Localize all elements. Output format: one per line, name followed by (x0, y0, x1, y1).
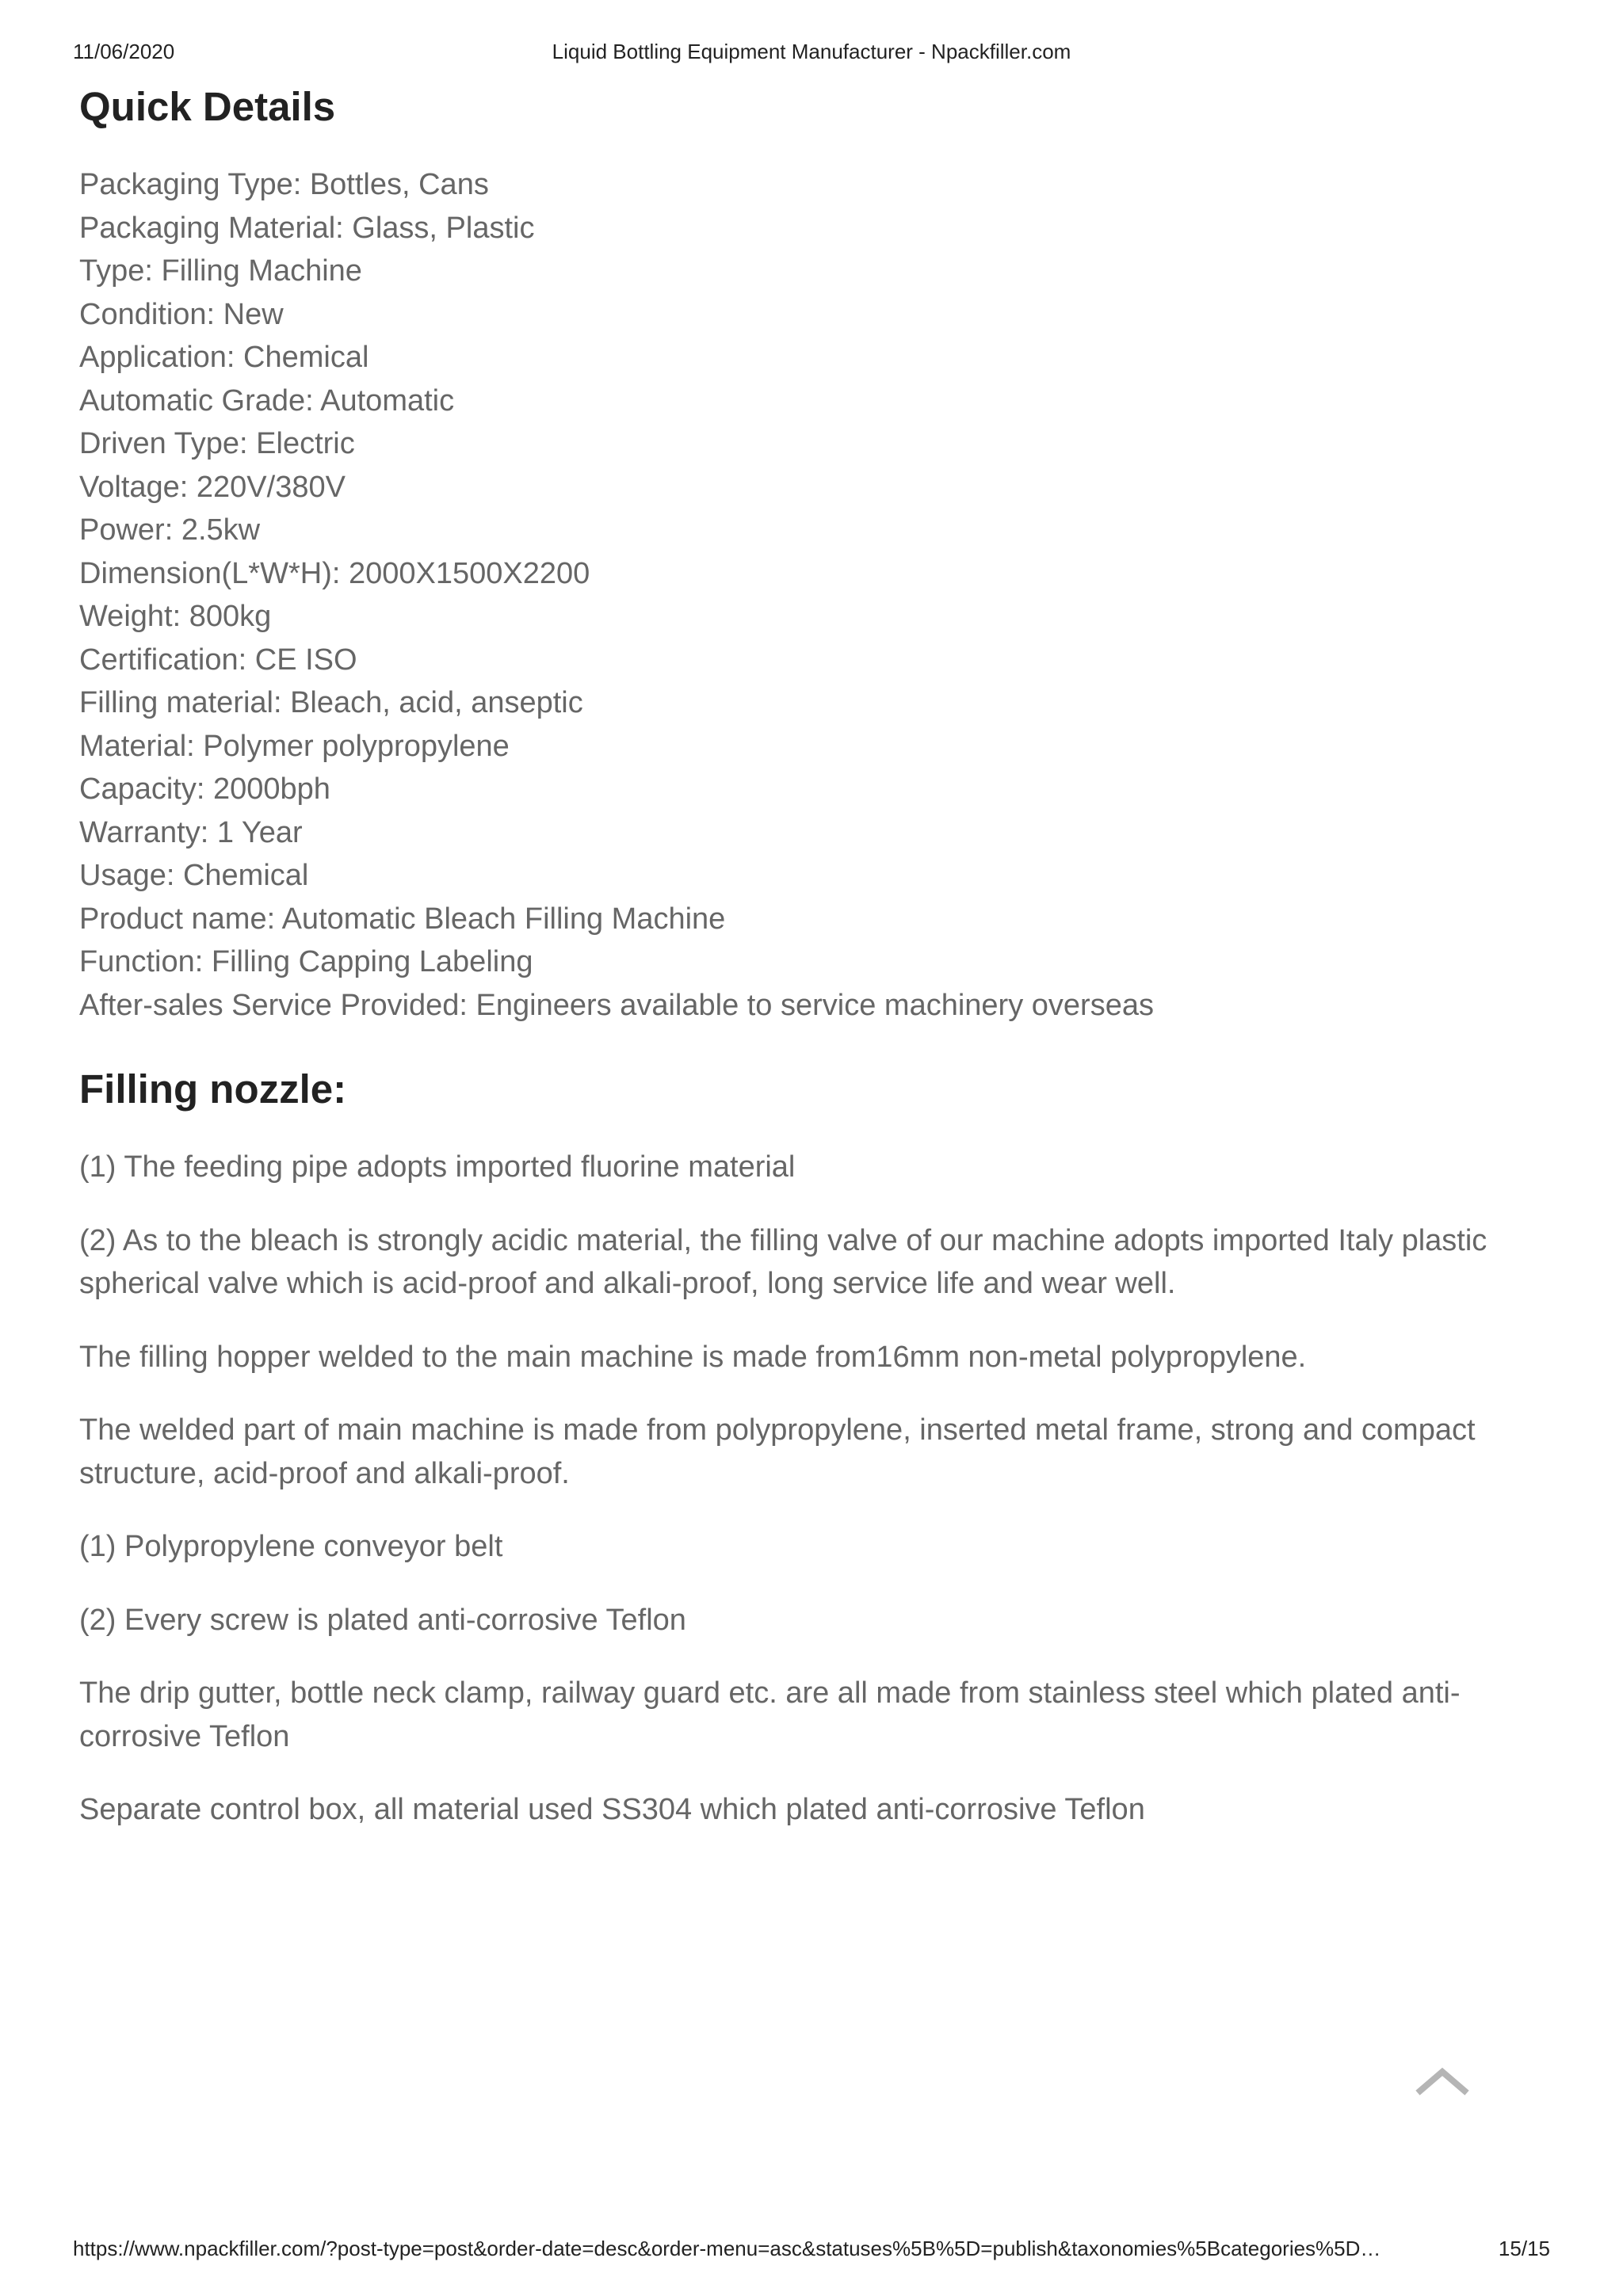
paragraph: The welded part of main machine is made from polypropylene, inserted metal frame, strong and compact structure, acid-proof and alkali-proof. (79, 1413, 1476, 1490)
detail-item: Voltage: 220V/380V (79, 470, 346, 504)
print-url: https://www.npackfiller.com/?post-type=post&order-date=desc&order-menu=asc&statuses%5B%5D=publish&taxonomies%5Bcategories%5D… (73, 2237, 1381, 2260)
detail-item: Power: 2.5kw (79, 513, 261, 547)
detail-item: Warranty: 1 Year (79, 815, 303, 849)
paragraph: (1) The feeding pipe adopts imported fluorine material (79, 1150, 796, 1184)
quick-details-list (79, 163, 1553, 1027)
print-header (73, 40, 1550, 65)
detail-item: Application: Chemical (79, 341, 369, 374)
detail-item: Function: Filling Capping Labeling (79, 945, 533, 978)
paragraph: (2) As to the bleach is strongly acidic material, the filling valve of our machine adopts imported Italy plastic spherical valve which is acid-proof and alkali-proof, long service life and wear well. (79, 1223, 1487, 1300)
detail-item: Driven Type: Electric (79, 427, 355, 460)
back-to-top-button[interactable] (1414, 2064, 1471, 2096)
print-page-title: Liquid Bottling Equipment Manufacturer - Npackfiller.com (552, 40, 1071, 63)
detail-item: Type: Filling Machine (79, 254, 362, 288)
page-number: 15/15 (1498, 2237, 1550, 2260)
detail-item: Dimension(L*W*H): 2000X1500X2200 (79, 556, 590, 590)
detail-item: Weight: 800kg (79, 600, 272, 633)
article-content (79, 79, 1553, 1832)
detail-item: Automatic Grade: Automatic (79, 383, 455, 418)
paragraph: (2) Every screw is plated anti-corrosive Teflon (79, 1603, 686, 1637)
filling-nozzle-heading: Filling nozzle: (79, 1066, 347, 1112)
detail-item: Product name: Automatic Bleach Filling Machine (79, 902, 726, 936)
paragraph: Separate control box, all material used SS304 which plated anti-corrosive Teflon (79, 1793, 1145, 1826)
detail-item: Usage: Chemical (79, 859, 309, 892)
filling-nozzle-description (79, 1146, 1553, 1832)
detail-item: Filling material: Bleach, acid, anseptic (79, 686, 583, 719)
chevron-up-icon (1414, 2064, 1471, 2096)
detail-item: Material: Polymer polypropylene (79, 729, 510, 763)
detail-item: Packaging Material: Glass, Plastic (79, 211, 535, 245)
detail-item: Certification: CE ISO (79, 643, 357, 677)
detail-item: After-sales Service Provided: Engineers available to service machinery overseas (79, 988, 1154, 1022)
print-date: 11/06/2020 (73, 40, 175, 63)
detail-item: Capacity: 2000bph (79, 772, 330, 806)
paragraph: The filling hopper welded to the main machine is made from16mm non-metal polypropylene. (79, 1340, 1307, 1374)
paragraph: The drip gutter, bottle neck clamp, railway guard etc. are all made from stainless steel which plated anti-corrosive Teflon (79, 1676, 1461, 1753)
detail-item: Condition: New (79, 297, 284, 331)
paragraph: (1) Polypropylene conveyor belt (79, 1530, 503, 1563)
detail-item: Packaging Type: Bottles, Cans (79, 168, 489, 201)
quick-details-heading: Quick Details (79, 84, 336, 129)
